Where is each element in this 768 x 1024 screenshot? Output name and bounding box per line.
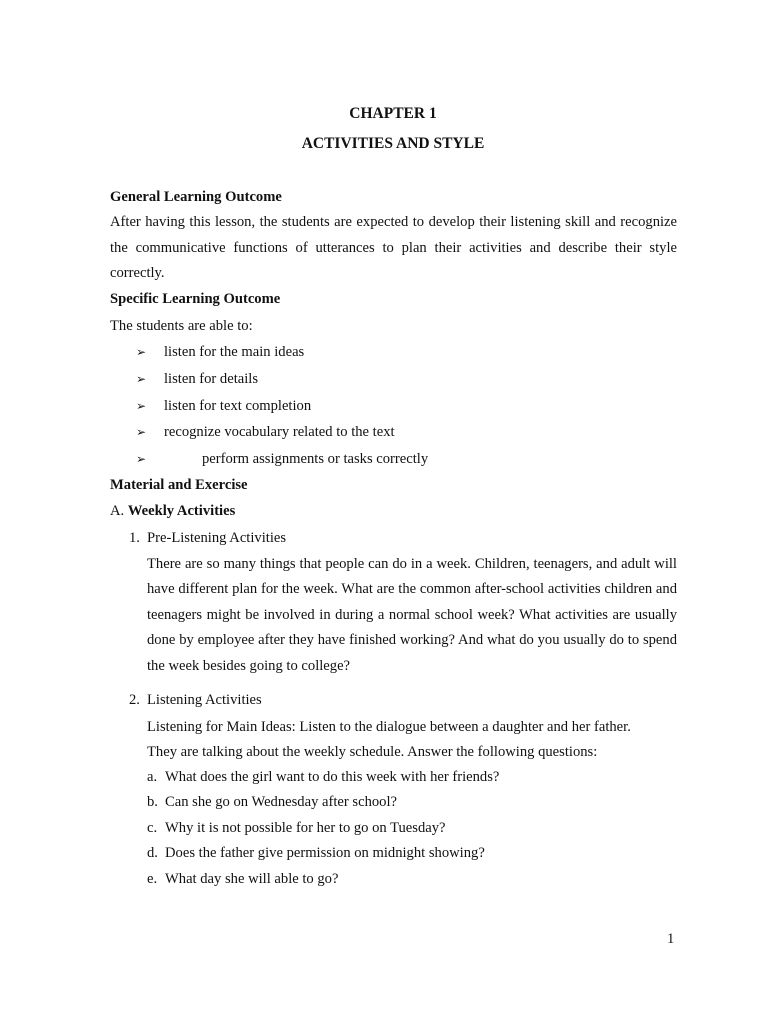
page-number: 1 (667, 931, 675, 947)
question-text: What day she will able to go? (165, 871, 339, 887)
part-2-heading (129, 690, 262, 710)
part-1-heading (129, 528, 286, 548)
section-a-heading (110, 501, 235, 521)
question-label: c. (147, 820, 158, 836)
arrow-bullet-icon: ➢ (136, 372, 147, 386)
outcome-item-text: perform assignments or tasks correctly (202, 451, 429, 467)
question-item (147, 792, 397, 812)
chapter-title: CHAPTER 1 (349, 105, 437, 122)
question-text: Does the father give permission on midnight showing? (165, 845, 485, 861)
outcome-list-item (136, 342, 304, 362)
general-outcome-heading: General Learning Outcome (110, 189, 282, 205)
general-outcome-text: After having this lesson, the students are expected to develop their listening skill and recognize the communicative functions of utterances to plan their activities and describe their style correctly. (110, 214, 677, 282)
question-item (147, 869, 338, 889)
outcome-item-text: listen for text completion (164, 398, 312, 414)
part-1-text: There are so many things that people can do in a week. Children, teenagers, and adult will have different plan for the week. What are the common after-school activities children and teenagers might be involved in during a normal school week? What activities are usually done by employee after they have finished working? And what do you usually do to spend the week besides going to college? (147, 556, 677, 674)
part-2-line-2: They are talking about the weekly schedule. Answer the following questions: (147, 744, 598, 760)
section-marker: A. (110, 503, 125, 519)
outcome-list-item (136, 449, 428, 469)
question-label: b. (147, 794, 158, 810)
question-item (147, 818, 446, 838)
question-text: Can she go on Wednesday after school? (165, 794, 397, 810)
part-number: 1. (129, 530, 140, 546)
question-item (147, 767, 499, 787)
outcome-list-item (136, 369, 258, 389)
specific-outcome-heading: Specific Learning Outcome (110, 291, 281, 307)
section-title: Weekly Activities (127, 503, 236, 519)
part-number: 2. (129, 692, 140, 708)
question-text: What does the girl want to do this week with her friends? (165, 769, 500, 785)
material-heading: Material and Exercise (110, 477, 248, 493)
chapter-subtitle: ACTIVITIES AND STYLE (301, 135, 485, 152)
specific-outcome-intro: The students are able to: (110, 318, 253, 334)
arrow-bullet-icon: ➢ (136, 399, 147, 413)
outcome-item-text: listen for details (164, 371, 259, 387)
part-2-line-1: Listening for Main Ideas: Listen to the dialogue between a daughter and her father. (147, 719, 631, 735)
part-title: Pre-Listening Activities (147, 530, 287, 546)
question-label: e. (147, 871, 158, 887)
part-title: Listening Activities (147, 692, 262, 708)
question-text: Why it is not possible for her to go on Tuesday? (165, 820, 446, 836)
question-item (147, 843, 485, 863)
question-label: d. (147, 845, 158, 861)
outcome-list-item (136, 396, 311, 416)
question-label: a. (147, 769, 158, 785)
arrow-bullet-icon: ➢ (136, 452, 147, 466)
arrow-bullet-icon: ➢ (136, 345, 147, 359)
outcome-list-item (136, 422, 395, 442)
arrow-bullet-icon: ➢ (136, 425, 147, 439)
outcome-item-text: recognize vocabulary related to the text (164, 424, 395, 440)
outcome-item-text: listen for the main ideas (164, 344, 305, 360)
